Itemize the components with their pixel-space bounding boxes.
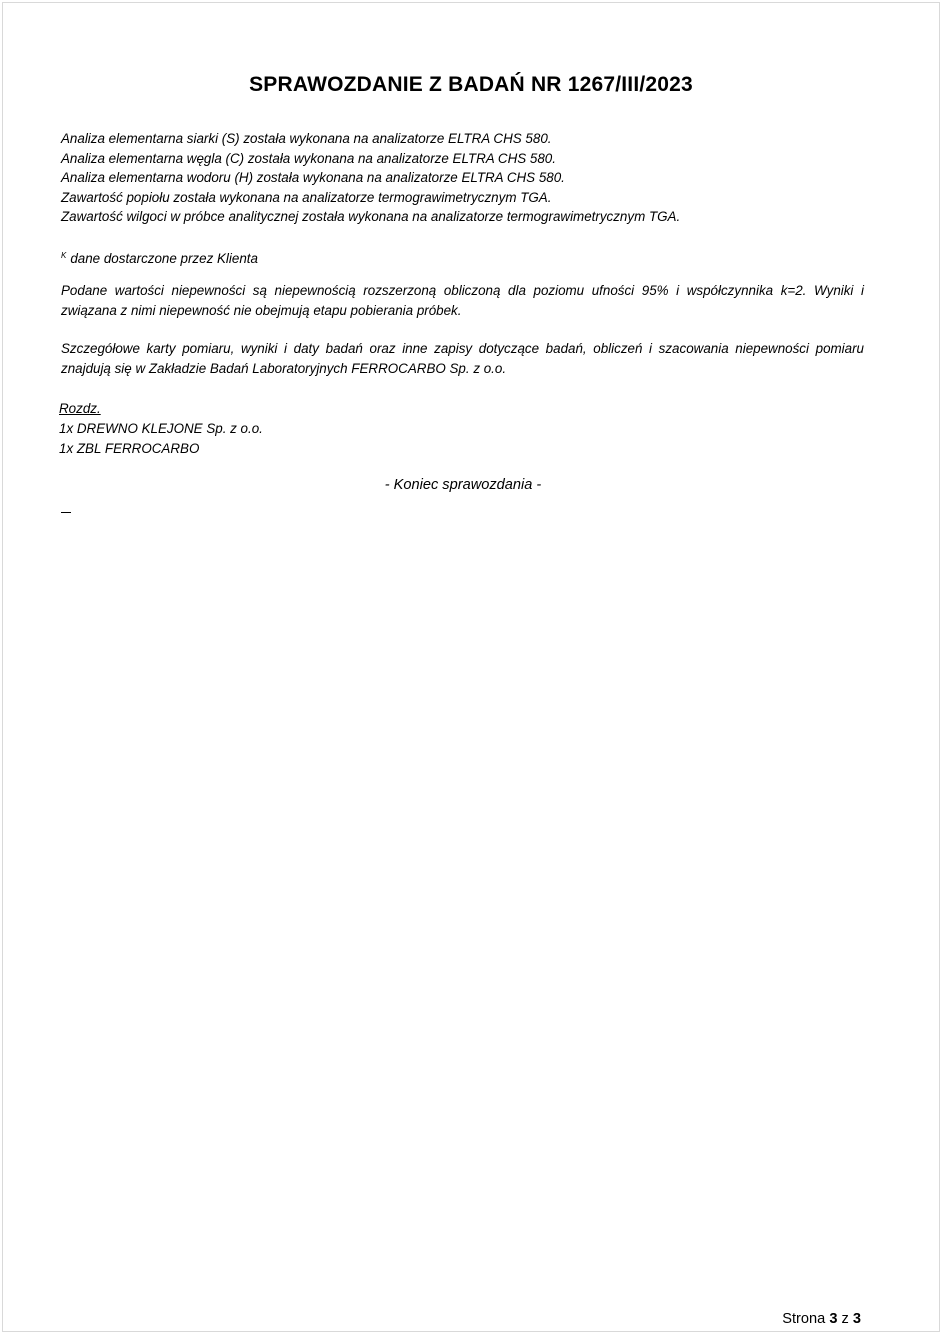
page-number bbox=[782, 1311, 861, 1327]
page-label: Strona bbox=[782, 1311, 826, 1327]
page-separator: z bbox=[841, 1311, 849, 1327]
footnote-text: dane dostarczone przez Klienta bbox=[70, 251, 258, 266]
report-title: SPRAWOZDANIE Z BADAŃ NR 1267/III/2023 bbox=[249, 73, 693, 96]
method-line: Analiza elementarna siarki (S) została wykonana na analizatorze ELTRA CHS 580. bbox=[61, 131, 552, 146]
total-pages: 3 bbox=[852, 1311, 861, 1327]
footnote-mark: K bbox=[61, 251, 67, 260]
method-line: Zawartość popiołu została wykonana na analizatorze termograwimetrycznym TGA. bbox=[61, 189, 552, 205]
records-note: Szczegółowe karty pomiaru, wyniki i daty badań oraz inne zapisy dotyczące badań, obliczeń i szacowania niepewności pomiaru znajdują się w Zakładzie Badań Laboratoryjnych FERROCARBO Sp. z o.o. bbox=[61, 341, 864, 376]
distribution-recipient: 1x ZBL FERROCARBO bbox=[59, 441, 200, 456]
client-data-footnote bbox=[61, 246, 258, 268]
distribution-recipient: 1x DREWNO KLEJONE Sp. z o.o. bbox=[59, 421, 263, 436]
distribution-heading: Rozdz. bbox=[59, 401, 101, 416]
end-of-report: - Koniec sprawozdania - bbox=[384, 477, 542, 493]
method-line: Analiza elementarna wodoru (H) została wykonana na analizatorze ELTRA CHS 580. bbox=[61, 170, 565, 185]
distribution-list bbox=[59, 399, 263, 459]
methods-list bbox=[61, 129, 871, 227]
report-page bbox=[2, 2, 940, 1332]
method-line: Zawartość wilgoci w próbce analitycznej została wykonana na analizatorze termograwimetrycznym TGA. bbox=[61, 209, 681, 224]
method-line: Analiza elementarna węgla (C) została wykonana na analizatorze ELTRA CHS 580. bbox=[61, 150, 556, 166]
divider bbox=[61, 512, 71, 513]
current-page: 3 bbox=[829, 1311, 838, 1327]
uncertainty-note: Podane wartości niepewności są niepewnością rozszerzoną obliczoną dla poziomu ufności 95% i współczynnika k=2. Wyniki i związana z nimi niepewność nie obejmują etapu pobierania próbek. bbox=[61, 283, 864, 318]
